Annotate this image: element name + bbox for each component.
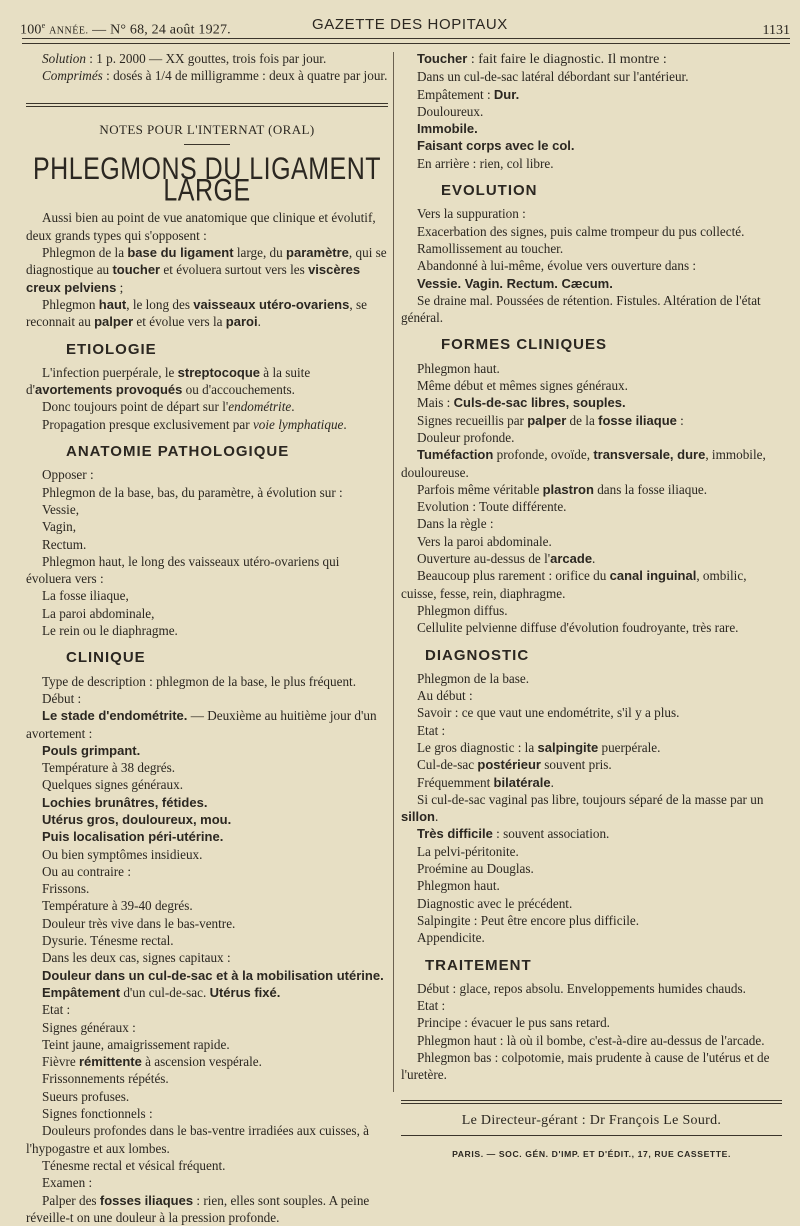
- clinique-line: Ténesme rectal et vésical fréquent.: [42, 1157, 226, 1173]
- footer-rule: [401, 1100, 782, 1101]
- diagnostic-line: Au début :: [417, 688, 473, 704]
- clinique-line: Frissonnements répétés.: [42, 1071, 169, 1087]
- diagnostic-gros: Le gros diagnostic : la salpingite puerpérale.: [417, 739, 661, 755]
- intro-paragraph: Aussi bien au point de vue anatomique que clinique et évolutif, deux grands types qui s'opposent :: [26, 210, 376, 243]
- diagnostic-line: Proémine au Douglas.: [417, 861, 534, 877]
- clinique-line: Quelques signes généraux.: [42, 777, 183, 793]
- evolution-line: Se draine mal. Poussées de rétention. Fistules. Altération de l'état général.: [401, 292, 761, 326]
- formes-line: Douleur profonde.: [417, 429, 515, 445]
- formes-beaucoup: Beaucoup plus rarement : orifice du canal inguinal, ombilic, cuisse, fesse, rein, diaphragme.: [401, 568, 747, 601]
- clinique-line: Douleurs profondes dans le bas-ventre irradiées aux cuisses, à l'hypogastre et aux lombes.: [26, 1123, 370, 1156]
- clinique-line: Signes fonctionnels :: [42, 1106, 153, 1122]
- formes-line: Dans la règle :: [417, 516, 494, 532]
- etiologie-p3: Propagation presque exclusivement par voie lymphatique.: [42, 416, 347, 432]
- evolution-line: Vers la suppuration :: [417, 206, 526, 222]
- right-column: [401, 50, 782, 1163]
- clinique-line: Ou bien symptômes insidieux.: [42, 846, 203, 862]
- section-rule: [26, 103, 388, 104]
- diagnostic-cul: Cul-de-sac postérieur souvent pris.: [417, 757, 612, 773]
- year-suffix: e: [41, 21, 46, 31]
- formes-line: Même début et mêmes signes généraux.: [417, 378, 628, 394]
- diagnostic-line: La pelvi-péritonite.: [417, 843, 519, 859]
- etiologie-p1: L'infection puerpérale, le streptocoque à la suite d'avortements provoqués ou d'accouchements.: [26, 364, 311, 398]
- toucher-detail: Faisant corps avec le col.: [417, 138, 575, 154]
- clinique-type: Type de description : phlegmon de la base, le plus fréquent.: [42, 673, 357, 689]
- evolution-line: Vessie. Vagin. Rectum. Cæcum.: [417, 275, 613, 291]
- anatomie-line: Phlegmon de la base, bas, du paramètre, à évolution sur :: [42, 484, 343, 500]
- clinique-stade: Le stade d'endométrite. — Deuxième au huitième jour d'un avortement :: [26, 708, 377, 741]
- traitement-line: Principe : évacuer le pus sans retard.: [417, 1015, 610, 1031]
- column-divider: [393, 52, 394, 1092]
- clinique-line: Douleur dans un cul-de-sac et à la mobilisation utérine.: [42, 967, 384, 983]
- formes-line: Cellulite pelvienne diffuse d'évolution foudroyante, très rare.: [417, 620, 739, 636]
- phlegmon-haut-paragraph: Phlegmon haut, le long des vaisseaux utéro-ovariens, se reconnait au palper et évolue vers la paroi.: [26, 296, 367, 330]
- diagnostic-line: Salpingite : Peut être encore plus difficile.: [417, 912, 640, 928]
- anatomie-line: Vessie,: [42, 501, 79, 517]
- clinique-line: Dans les deux cas, signes capitaux :: [42, 950, 231, 966]
- etiologie-heading: ETIOLOGIE: [66, 340, 157, 358]
- formes-tumef: Tuméfaction profonde, ovoïde, transversale, dure, immobile, douloureuse.: [401, 447, 766, 480]
- anatomie-haut: Phlegmon haut, le long des vaisseaux utéro-ovariens qui évoluera vers :: [26, 553, 340, 587]
- short-rule: [184, 144, 230, 145]
- formes-mais: Mais : Culs-de-sac libres, souples.: [417, 395, 626, 411]
- traitement-heading: TRAITEMENT: [425, 956, 532, 974]
- traitement-line: Début : glace, repos absolu. Enveloppements humides chauds.: [417, 980, 746, 996]
- clinique-line: Utérus gros, douloureux, mou.: [42, 811, 232, 827]
- formes-line: Phlegmon haut.: [417, 360, 500, 376]
- clinique-line: Dysurie. Ténesme rectal.: [42, 933, 174, 949]
- clinique-line: Sueurs profuses.: [42, 1088, 130, 1104]
- anatomie-line: Opposer :: [42, 467, 94, 483]
- diagnostic-freq: Fréquemment bilatérale.: [417, 774, 554, 790]
- clinique-line: Teint jaune, amaigrissement rapide.: [42, 1036, 230, 1052]
- diagnostic-tres: Très difficile : souvent association.: [417, 826, 610, 842]
- empatement-line: Empâtement : Dur.: [417, 86, 520, 102]
- page-number: 1131: [762, 23, 790, 38]
- phlegmon-base-paragraph: Phlegmon de la base du ligament large, du paramètre, qui se diagnostique au toucher et évoluera surtout vers les viscères creux pelviens ;: [26, 245, 387, 295]
- evolution-line: Abandonné à lui-même, évolue vers ouverture dans :: [417, 258, 697, 274]
- anatomie-item: La fosse iliaque,: [42, 588, 129, 604]
- formes-heading: FORMES CLINIQUES: [441, 336, 608, 354]
- diagnostic-line: Etat :: [417, 722, 446, 738]
- toucher-detail: Immobile.: [417, 121, 478, 137]
- clinique-line: Examen :: [42, 1175, 93, 1191]
- clinique-line: Lochies brunâtres, fétides.: [42, 794, 208, 810]
- formes-recueil: Signes recueillis par palper de la fosse iliaque :: [417, 412, 684, 428]
- clinique-debut: Début :: [42, 690, 82, 706]
- clinique-line: Puis localisation péri-utérine.: [42, 829, 224, 845]
- formes-parfois: Parfois même véritable plastron dans la fosse iliaque.: [417, 481, 708, 497]
- running-head: [20, 13, 790, 39]
- evolution-line: Exacerbation des signes, puis calme trompeur du pus collecté.: [417, 223, 745, 239]
- evolution-heading: EVOLUTION: [441, 182, 538, 200]
- clinique-line: Pouls grimpant.: [42, 742, 141, 758]
- director-signature: Le Directeur-gérant : Dr François Le Sourd.: [461, 1112, 722, 1128]
- toucher-detail: En arrière : rien, col libre.: [417, 155, 554, 171]
- section-rule-2: [26, 106, 388, 107]
- toucher-line: Toucher : fait faire le diagnostic. Il montre :: [417, 51, 667, 67]
- anatomie-item: Le rein ou le diaphragme.: [42, 623, 178, 639]
- clinique-line: Ou au contraire :: [42, 863, 131, 879]
- diagnostic-line: Phlegmon haut.: [417, 878, 500, 894]
- clinique-line: Température à 39-40 degrés.: [42, 898, 193, 914]
- header-rule: [22, 38, 790, 44]
- etiologie-p2: Donc toujours point de départ sur l'endométrite.: [42, 399, 295, 415]
- formes-ouverture: Ouverture au-dessus de l'arcade.: [417, 551, 596, 567]
- rubric-title: NOTES POUR L'INTERNAT (ORAL): [99, 121, 315, 137]
- toucher-detail: Dans un cul-de-sac latéral débordant sur l'antérieur.: [417, 69, 689, 85]
- evolution-line: Ramollissement au toucher.: [417, 240, 564, 256]
- traitement-line: Phlegmon haut : là où il bombe, c'est-à-dire au-dessus de l'arcade.: [417, 1032, 765, 1048]
- clinique-line: Etat :: [42, 1002, 71, 1018]
- clinique-empatement: Empâtement d'un cul-de-sac. Utérus fixé.: [42, 984, 281, 1000]
- clinique-line: Température à 38 degrés.: [42, 760, 176, 776]
- traitement-line: Etat :: [417, 998, 446, 1014]
- clinique-fievre: Fièvre rémittente à ascension vespérale.: [42, 1054, 262, 1070]
- anatomie-line: Rectum.: [42, 536, 87, 552]
- printer-imprint: PARIS. — SOC. GÉN. D'IMP. ET D'ÉDIT., 17, RUE CASSETTE.: [452, 1148, 731, 1159]
- formes-line: Phlegmon diffus.: [417, 602, 508, 618]
- year-word: ANNÉE.: [49, 26, 89, 37]
- comprimes-line: Comprimés : dosés à 1/4 de milligramme : deux à quatre par jour.: [42, 68, 388, 84]
- traitement-line: Phlegmon bas : colpotomie, mais prudente à cause de l'utérus et de l'uretère.: [401, 1050, 770, 1083]
- toucher-detail: Douloureux.: [417, 103, 484, 119]
- anatomie-heading: ANATOMIE PATHOLOGIQUE: [66, 443, 290, 461]
- diagnostic-line: Diagnostic avec le précédent.: [417, 895, 573, 911]
- diagnostic-heading: DIAGNOSTIC: [425, 646, 530, 664]
- article-title: PHLEGMONS DU LIGAMENT LARGE: [32, 151, 382, 209]
- formes-line: Evolution : Toute différente.: [417, 499, 567, 515]
- anatomie-item: La paroi abdominale,: [42, 605, 155, 621]
- clinique-palper: Palper des fosses iliaques : rien, elles sont souples. A peine réveille-t on une douleur à la pression profonde.: [26, 1192, 370, 1225]
- diagnostic-line: Appendicite.: [417, 930, 485, 946]
- clinique-line: Douleur très vive dans le bas-ventre.: [42, 915, 236, 931]
- year-number: 100: [20, 23, 42, 38]
- formes-line: Vers la paroi abdominale.: [417, 533, 552, 549]
- solution-line: Solution : 1 p. 2000 — XX gouttes, trois fois par jour.: [42, 51, 327, 66]
- clinique-heading: CLINIQUE: [66, 649, 146, 667]
- issue-line: [20, 21, 231, 39]
- left-column: [26, 50, 388, 1226]
- clinique-line: Signes généraux :: [42, 1019, 136, 1035]
- diagnostic-si: Si cul-de-sac vaginal pas libre, toujours séparé de la masse par un sillon.: [401, 791, 764, 825]
- diagnostic-line: Phlegmon de la base.: [417, 670, 530, 686]
- issue-date: — N° 68, 24 août 1927.: [92, 23, 231, 38]
- diagnostic-line: Savoir : ce que vaut une endométrite, s'il y a plus.: [417, 705, 680, 721]
- anatomie-line: Vagin,: [42, 519, 77, 535]
- footer-rule-2: [401, 1103, 782, 1104]
- clinique-line: Frissons.: [42, 881, 90, 897]
- journal-title: GAZETTE DES HOPITAUX: [312, 16, 508, 33]
